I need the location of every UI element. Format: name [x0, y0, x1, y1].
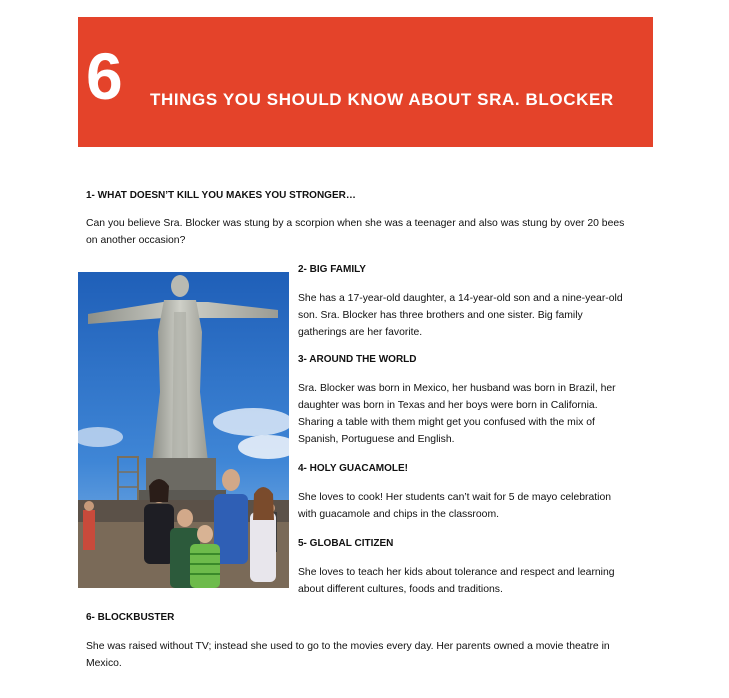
section-3-line: Spanish, Portuguese and English.: [298, 434, 455, 445]
section-5-line: She loves to teach her kids about tolerance and respect and learning: [298, 567, 615, 578]
section-1-text: [86, 215, 666, 249]
section-6-line: She was raised without TV; instead she used to go to the movies every day. Her parents owned a movie theatre in: [86, 641, 610, 652]
section-2-line: gatherings are her favorite.: [298, 327, 423, 338]
section-1-line: on another occasion?: [86, 235, 186, 246]
section-5-text: [298, 564, 668, 598]
section-1-heading: 1- WHAT DOESN’T KILL YOU MAKES YOU STRONGER…: [86, 190, 356, 201]
family-photo-christ-the-redeemer: [78, 272, 289, 588]
section-4-heading: 4- HOLY GUACAMOLE!: [298, 463, 409, 474]
section-2-heading: 2- BIG FAMILY: [298, 264, 366, 275]
section-5-heading: 5- GLOBAL CITIZEN: [298, 538, 394, 549]
section-6-line: Mexico.: [86, 658, 122, 669]
section-3-line: Sra. Blocker was born in Mexico, her husband was born in Brazil, her: [298, 383, 616, 394]
section-2-line: son. Sra. Blocker has three brothers and one sister. Big family: [298, 310, 583, 321]
section-4-line: with guacamole and chips in the classroom.: [298, 509, 499, 520]
section-5-line: about different cultures, foods and traditions.: [298, 584, 503, 595]
section-3-text: [298, 380, 668, 448]
section-3-line: daughter was born in Texas and her boys were born in California.: [298, 400, 598, 411]
title-banner: [78, 17, 653, 147]
section-2-line: She has a 17-year-old daughter, a 14-year-old son and a nine-year-old: [298, 293, 623, 304]
section-1-line: Can you believe Sra. Blocker was stung by a scorpion when she was a teenager and also was stung by over 20 bees: [86, 218, 625, 229]
page-title: THINGS YOU SHOULD KNOW ABOUT SRA. BLOCKER: [150, 90, 614, 109]
section-6-text: [86, 638, 676, 672]
section-6-heading: 6- BLOCKBUSTER: [86, 612, 175, 623]
section-2-text: [298, 290, 668, 341]
banner-number: 6: [86, 39, 123, 113]
section-4-line: She loves to cook! Her students can’t wait for 5 de mayo celebration: [298, 492, 612, 503]
section-3-line: Sharing a table with them might get you confused with the mix of: [298, 417, 595, 428]
section-3-heading: 3- AROUND THE WORLD: [298, 354, 417, 365]
section-4-text: [298, 489, 668, 523]
